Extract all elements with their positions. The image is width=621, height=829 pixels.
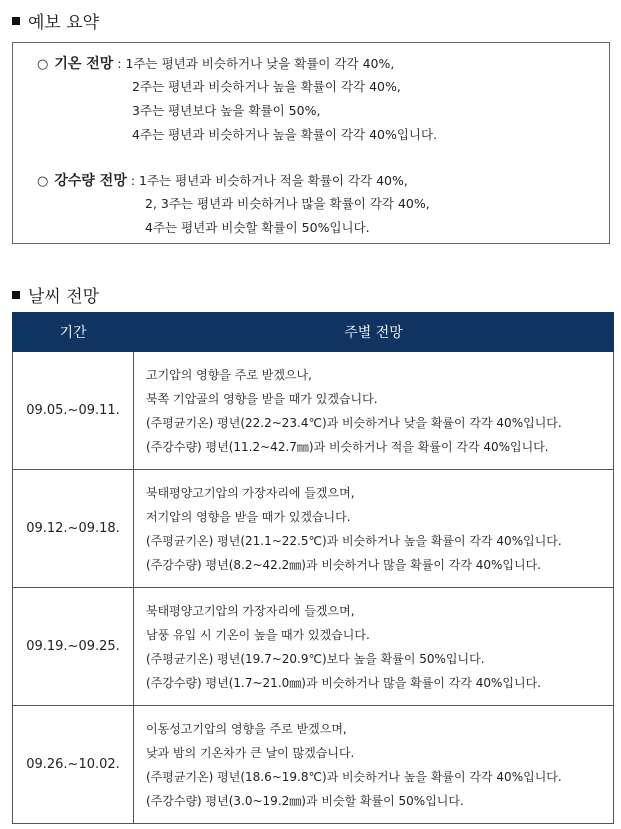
circle-bullet-icon: ○: [37, 57, 49, 72]
temp-outlook-line: 2주는 평년과 비슷하거나 높을 확률이 각각 40%,: [132, 79, 401, 94]
section-title-weather-outlook: [12, 282, 99, 307]
outlook-line: (주강수량) 평년(8.2~42.2㎜)과 비슷하거나 많을 확률이 각각 40%입니다.: [146, 557, 541, 572]
forecast-summary-box: [12, 42, 610, 244]
outlook-cell: [134, 706, 614, 824]
section-title-forecast-summary: [12, 8, 99, 33]
table-row: [13, 706, 614, 824]
outlook-line: (주강수량) 평년(1.7~21.0㎜)과 비슷하거나 많을 확률이 각각 40%입니다.: [146, 675, 541, 690]
temp-outlook-colon: :: [117, 56, 122, 71]
weekly-forecast-table: [12, 312, 614, 824]
outlook-line: 북태평양고기압의 가장자리에 들겠으며,: [146, 603, 355, 618]
square-bullet-icon: [12, 17, 20, 25]
outlook-line: (주강수량) 평년(3.0~19.2㎜)과 비슷할 확률이 50%입니다.: [146, 793, 464, 808]
period-column-header: 기간: [13, 313, 134, 352]
table-header-row: [13, 313, 614, 352]
outlook-line: 고기압의 영향을 주로 받겠으나,: [146, 367, 312, 382]
table-row: [13, 352, 614, 470]
outlook-line: (주평균기온) 평년(18.6~19.8℃)과 비슷하거나 높을 확률이 각각 40%입니다.: [146, 769, 562, 784]
outlook-cell: [134, 470, 614, 588]
table-row: [13, 588, 614, 706]
outlook-line: 북태평양고기압의 가장자리에 들겠으며,: [146, 485, 355, 500]
outlook-line: 저기압의 영향을 받을 때가 있겠습니다.: [146, 509, 351, 524]
outlook-cell: [134, 588, 614, 706]
period-cell: 09.19.~09.25.: [13, 588, 134, 706]
period-cell: 09.05.~09.11.: [13, 352, 134, 470]
precip-outlook-line: 2, 3주는 평년과 비슷하거나 많을 확률이 각각 40%,: [145, 196, 430, 211]
section-title-text: 예보 요약: [28, 13, 100, 33]
outlook-line: (주강수량) 평년(11.2~42.7㎜)과 비슷하거나 적을 확률이 각각 40%입니다.: [146, 439, 549, 454]
temp-outlook-header: [37, 53, 394, 73]
precip-outlook-line: 1주는 평년과 비슷하거나 적을 확률이 각각 40%,: [139, 173, 408, 188]
temp-outlook-line: 1주는 평년과 비슷하거나 낮을 확률이 각각 40%,: [125, 56, 395, 71]
outlook-line: 낮과 밤의 기온차가 큰 날이 많겠습니다.: [146, 745, 355, 760]
section-title-text: 날씨 전망: [28, 287, 100, 307]
period-cell: 09.12.~09.18.: [13, 470, 134, 588]
precip-outlook-line: 4주는 평년과 비슷할 확률이 50%입니다.: [145, 220, 370, 235]
table-row: [13, 470, 614, 588]
temp-outlook-line: 3주는 평년보다 높을 확률이 50%,: [132, 103, 321, 118]
temp-outlook-line: 4주는 평년과 비슷하거나 높을 확률이 각각 40%입니다.: [132, 127, 438, 142]
outlook-line: (주평균기온) 평년(22.2~23.4℃)과 비슷하거나 낮을 확률이 각각 40%입니다.: [146, 415, 562, 430]
outlook-column-header: 주별 전망: [134, 313, 614, 352]
outlook-line: (주평균기온) 평년(21.1~22.5℃)과 비슷하거나 높을 확률이 각각 40%입니다.: [146, 533, 562, 548]
temp-outlook-label: 기온 전망: [54, 56, 114, 72]
precip-outlook-header: [37, 170, 408, 190]
outlook-line: 남풍 유입 시 기온이 높을 때가 있겠습니다.: [146, 627, 370, 642]
outlook-cell: [134, 352, 614, 470]
outlook-line: 북쪽 기압골의 영향을 받을 때가 있겠습니다.: [146, 391, 378, 406]
period-cell: 09.26.~10.02.: [13, 706, 134, 824]
precip-outlook-colon: :: [130, 173, 136, 188]
square-bullet-icon: [12, 291, 20, 299]
precip-outlook-label: 강수량 전망: [54, 173, 127, 189]
outlook-line: (주평균기온) 평년(19.7~20.9℃)보다 높을 확률이 50%입니다.: [146, 651, 485, 666]
outlook-line: 이동성고기압의 영향을 주로 받겠으며,: [146, 721, 347, 736]
circle-bullet-icon: ○: [37, 174, 49, 189]
